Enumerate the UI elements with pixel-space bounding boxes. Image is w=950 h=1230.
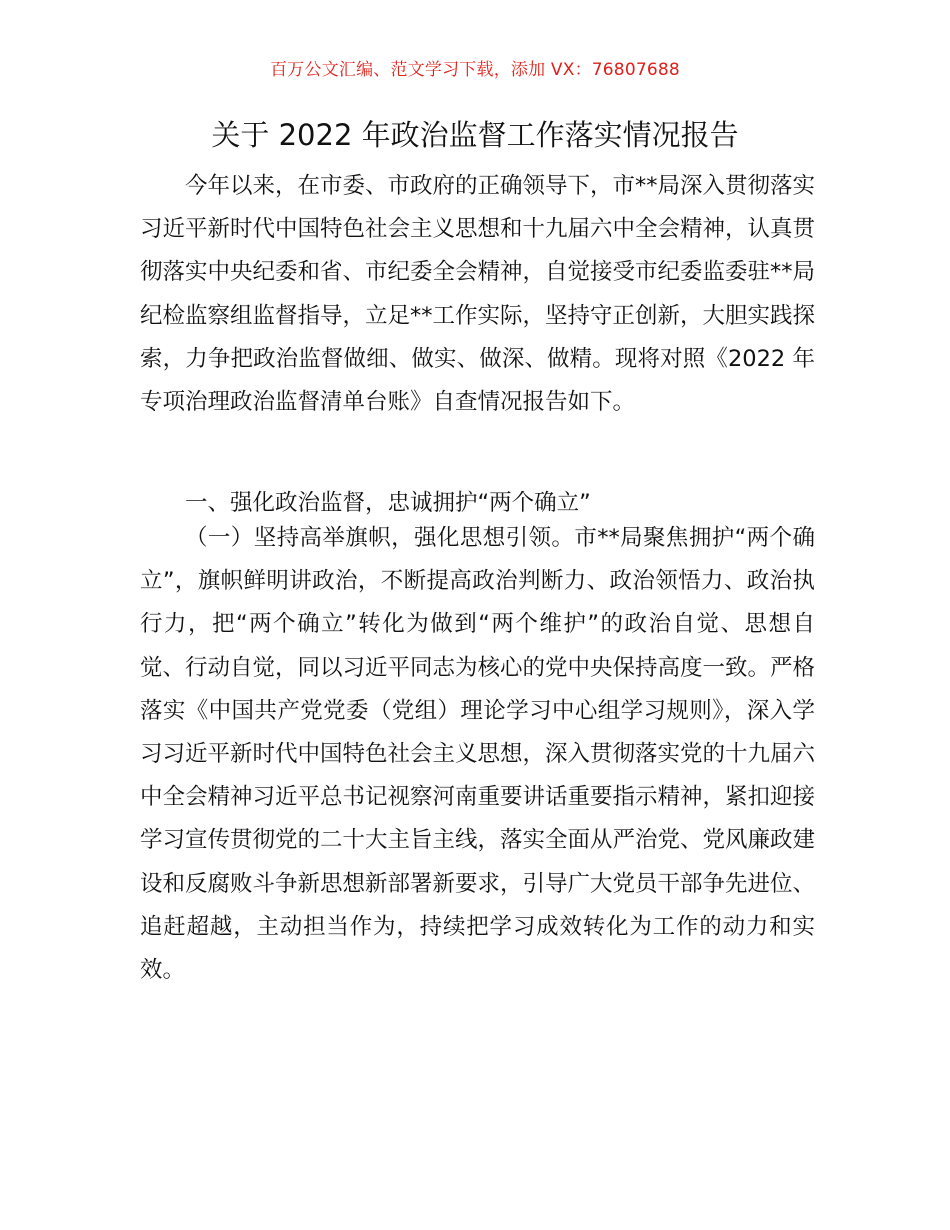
section-1-heading: 一、强化政治监督，忠诚拥护“两个确立” xyxy=(185,490,591,516)
intro-paragraph: 今年以来，在市委、市政府的正确领导下，市**局深入贯彻落实习近平新时代中国特色社会主义思想和十九届六中全会精神，认真贯彻落实中央纪委和省、市纪委全会精神，自觉接受市纪委监委驻**局纪检监察组监督指导，立足**工作实际，坚持守正创新，大胆实践探索，力争把政治监督做细、做实、做深、做精。现将对照《2022 年专项治理政治监督清单台账》自查情况报告如下。 xyxy=(140,173,816,416)
header-banner: 百万公文汇编、范文学习下载，添加 VX：76807688 xyxy=(270,60,680,80)
section-1-paragraph-1: （一）坚持高举旗帜，强化思想引领。市**局聚焦拥护“两个确立”，旗帜鲜明讲政治，不断提高政治判断力、政治领悟力、政治执行力，把“两个确立”转化为做到“两个维护”的政治自觉、思想自觉、行动自觉，同以习近平同志为核心的党中央保持高度一致。严格落实《中国共产党党委（党组）理论学习中心组学习规则》，深入学习习近平新时代中国特色社会主义思想，深入贯彻落实党的十九届六中全会精神习近平总书记视察河南重要讲话重要指示精神，紧扣迎接学习宣传贯彻党的二十大主旨主线，落实全面从严治党、党风廉政建设和反腐败斗争新思想新部署新要求，引导广大党员干部争先进位、追赶超越，主动担当作为，持续把学习成效转化为工作的动力和实效。 xyxy=(140,525,816,984)
document-title: 关于 2022 年政治监督工作落实情况报告 xyxy=(211,118,739,152)
